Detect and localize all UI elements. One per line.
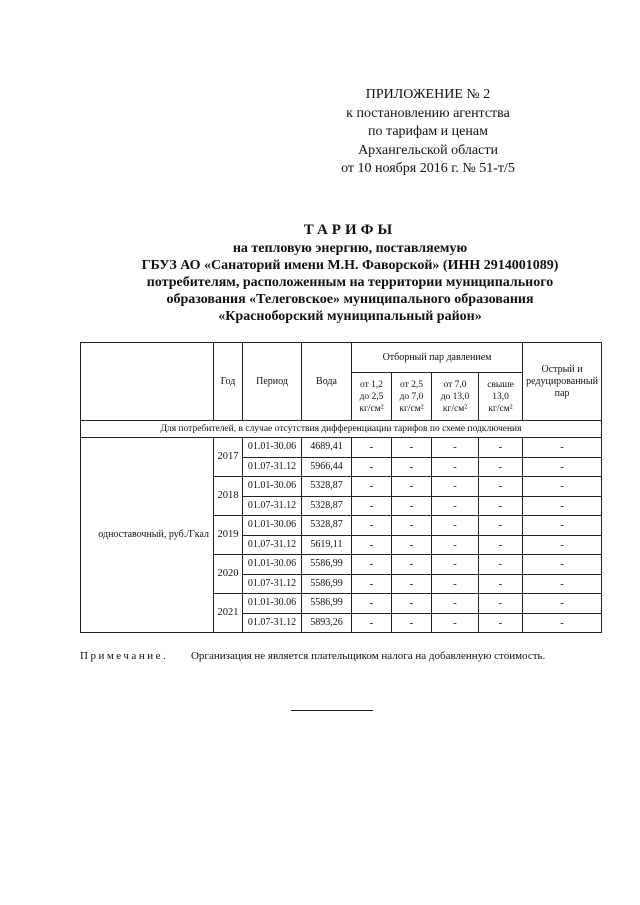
sub-unit: кг/см²	[359, 403, 384, 414]
empty-tariff-cell: -	[432, 594, 479, 614]
empty-tariff-cell: -	[523, 574, 602, 594]
title-line: на тепловую энергию, поставляемую	[232, 241, 468, 256]
empty-tariff-cell: -	[523, 477, 602, 497]
water-tariff-cell: 5619,11	[302, 535, 352, 555]
appendix-date: от 10 ноября 2016 г. № 51-т/5	[341, 161, 515, 176]
year-cell: 2020	[214, 555, 243, 594]
empty-tariff-cell: -	[523, 613, 602, 633]
empty-tariff-cell: -	[352, 535, 392, 555]
period-cell: 01.01-30.06	[243, 438, 302, 458]
closing-rule	[291, 710, 373, 711]
period-cell: 01.07-31.12	[243, 496, 302, 516]
empty-tariff-cell: -	[479, 613, 523, 633]
period-cell: 01.07-31.12	[243, 613, 302, 633]
empty-tariff-cell: -	[523, 438, 602, 458]
period-cell: 01.01-30.06	[243, 555, 302, 575]
title-main: ТАРИФЫ	[303, 222, 397, 238]
header-steam: Отборный пар давлением	[352, 343, 523, 373]
empty-tariff-cell: -	[432, 457, 479, 477]
title-line: «Красноборский муниципальный район»	[218, 309, 482, 324]
water-tariff-cell: 5586,99	[302, 574, 352, 594]
period-cell: 01.01-30.06	[243, 594, 302, 614]
sub-label: до 13,0	[440, 391, 470, 402]
empty-tariff-cell: -	[479, 477, 523, 497]
empty-tariff-cell: -	[352, 555, 392, 575]
empty-tariff-cell: -	[352, 496, 392, 516]
header-period: Период	[243, 343, 302, 421]
sub-unit: кг/см²	[442, 403, 468, 414]
water-tariff-cell: 5328,87	[302, 477, 352, 497]
sub-label: от 2,5	[399, 379, 424, 390]
header-empty	[81, 343, 214, 421]
water-tariff-cell: 5893,26	[302, 613, 352, 633]
sub-label: до 2,5	[359, 391, 384, 402]
period-cell: 01.07-31.12	[243, 535, 302, 555]
empty-tariff-cell: -	[352, 438, 392, 458]
empty-tariff-cell: -	[392, 613, 432, 633]
header-steam-4	[479, 373, 523, 421]
empty-tariff-cell: -	[523, 496, 602, 516]
period-cell: 01.07-31.12	[243, 457, 302, 477]
appendix-line: Архангельской области	[358, 142, 498, 158]
empty-tariff-cell: -	[523, 516, 602, 536]
empty-tariff-cell: -	[479, 574, 523, 594]
empty-tariff-cell: -	[479, 594, 523, 614]
year-cell: 2018	[214, 477, 243, 516]
empty-tariff-cell: -	[352, 457, 392, 477]
header-steam-2	[392, 373, 432, 421]
water-tariff-cell: 5586,99	[302, 594, 352, 614]
empty-tariff-cell: -	[352, 613, 392, 633]
appendix-line: по тарифам и ценам	[368, 124, 488, 139]
title-line: образования «Телеговское» муниципального образования	[166, 292, 534, 307]
header-year: Год	[214, 343, 243, 421]
empty-tariff-cell: -	[352, 574, 392, 594]
empty-tariff-cell: -	[392, 574, 432, 594]
empty-tariff-cell: -	[432, 613, 479, 633]
header-steam-1	[352, 373, 392, 421]
appendix-line: к постановлению агентства	[346, 105, 510, 121]
empty-tariff-cell: -	[392, 594, 432, 614]
header-water: Вода	[302, 343, 352, 421]
title-line: потребителям, расположенным на территории муниципального	[146, 275, 554, 290]
water-tariff-cell: 5328,87	[302, 516, 352, 536]
empty-tariff-cell: -	[432, 574, 479, 594]
period-cell: 01.01-30.06	[243, 477, 302, 497]
appendix-header	[298, 86, 558, 179]
appendix-title: ПРИЛОЖЕНИЕ № 2	[365, 87, 491, 102]
title-line: ГБУЗ АО «Санаторий имени М.Н. Фаворской» (ИНН 2914001089)	[141, 258, 559, 273]
empty-tariff-cell: -	[479, 457, 523, 477]
water-tariff-cell: 5328,87	[302, 496, 352, 516]
empty-tariff-cell: -	[432, 535, 479, 555]
empty-tariff-cell: -	[479, 438, 523, 458]
consumer-label: одноставочный, руб./Гкал	[81, 438, 214, 633]
document-title	[80, 222, 620, 325]
year-cell: 2021	[214, 594, 243, 633]
empty-tariff-cell: -	[479, 535, 523, 555]
empty-tariff-cell: -	[392, 516, 432, 536]
empty-tariff-cell: -	[392, 535, 432, 555]
sub-label: от 1,2	[359, 379, 384, 390]
empty-tariff-cell: -	[523, 594, 602, 614]
header-sharp-steam: Острый и редуцированный пар	[523, 343, 602, 421]
sub-unit: кг/см²	[488, 403, 513, 414]
year-cell: 2019	[214, 516, 243, 555]
note-text: Организация не является плательщиком налога на добавленную стоимость.	[190, 650, 546, 662]
empty-tariff-cell: -	[352, 594, 392, 614]
empty-tariff-cell: -	[432, 516, 479, 536]
water-tariff-cell: 5586,99	[302, 555, 352, 575]
header-steam-3	[432, 373, 479, 421]
empty-tariff-cell: -	[352, 516, 392, 536]
sub-label: до 7,0	[399, 391, 424, 402]
water-tariff-cell: 4689,41	[302, 438, 352, 458]
empty-tariff-cell: -	[392, 438, 432, 458]
sub-unit: кг/см²	[399, 403, 424, 414]
info-row: Для потребителей, в случае отсутствия дифференциации тарифов по схеме подключения	[81, 421, 602, 438]
period-cell: 01.07-31.12	[243, 574, 302, 594]
empty-tariff-cell: -	[432, 496, 479, 516]
note-label: Примечание.	[80, 650, 169, 662]
empty-tariff-cell: -	[392, 496, 432, 516]
note	[80, 650, 620, 662]
empty-tariff-cell: -	[479, 496, 523, 516]
empty-tariff-cell: -	[352, 477, 392, 497]
tariff-table	[80, 342, 602, 633]
empty-tariff-cell: -	[523, 535, 602, 555]
empty-tariff-cell: -	[432, 477, 479, 497]
water-tariff-cell: 5966,44	[302, 457, 352, 477]
empty-tariff-cell: -	[479, 555, 523, 575]
empty-tariff-cell: -	[392, 457, 432, 477]
empty-tariff-cell: -	[392, 477, 432, 497]
sub-label: 13,0	[492, 391, 509, 402]
empty-tariff-cell: -	[479, 516, 523, 536]
table-row	[81, 438, 602, 458]
empty-tariff-cell: -	[523, 555, 602, 575]
empty-tariff-cell: -	[523, 457, 602, 477]
empty-tariff-cell: -	[432, 438, 479, 458]
period-cell: 01.01-30.06	[243, 516, 302, 536]
sub-label: свыше	[487, 379, 514, 390]
empty-tariff-cell: -	[392, 555, 432, 575]
sub-label: от 7,0	[443, 379, 467, 390]
year-cell: 2017	[214, 438, 243, 477]
empty-tariff-cell: -	[432, 555, 479, 575]
